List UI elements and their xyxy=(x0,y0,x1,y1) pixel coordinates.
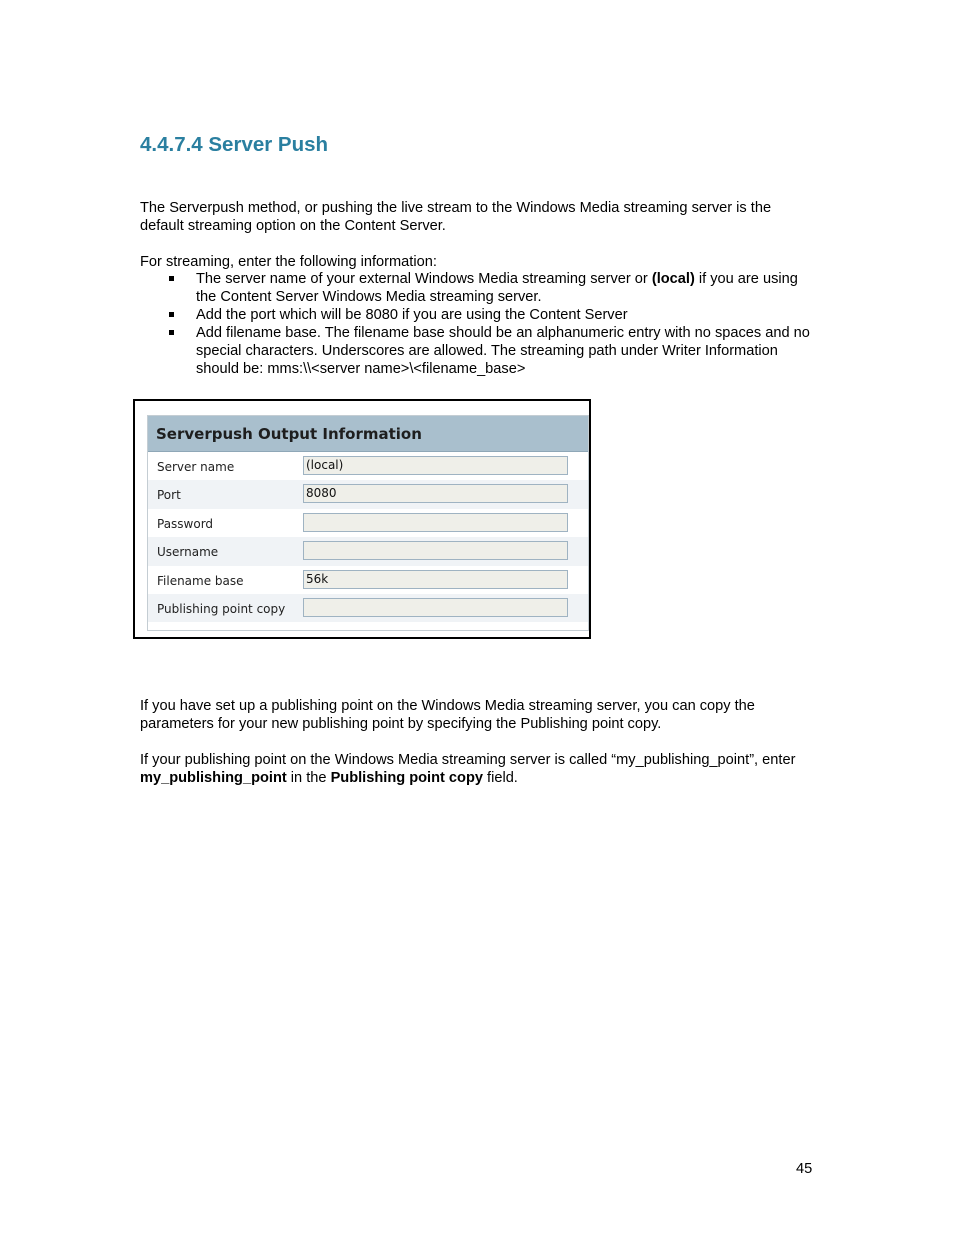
bullet-text: if you are using the Content Server Windows Media streaming server. xyxy=(196,271,798,305)
password-input[interactable] xyxy=(303,513,568,532)
section-heading: 4.4.7.4 Server Push xyxy=(140,133,329,156)
list-item xyxy=(140,270,810,306)
field-label: Port xyxy=(157,488,181,503)
field-label: Filename base xyxy=(157,573,244,588)
page-number: 45 xyxy=(796,1161,813,1177)
server-name-input[interactable]: (local) xyxy=(303,456,568,475)
bullet-bold: (local) xyxy=(651,271,695,287)
form-row-password xyxy=(148,509,588,537)
panel-title: Serverpush Output Information xyxy=(148,416,588,452)
list-item xyxy=(140,306,810,324)
field-label: Server name xyxy=(157,460,235,474)
username-input[interactable] xyxy=(303,541,568,560)
bullet-square-icon xyxy=(169,330,174,335)
field-label: Publishing point copy xyxy=(157,601,286,616)
screenshot-figure xyxy=(133,399,591,639)
filename-base-input[interactable]: 56k xyxy=(303,570,568,589)
port-input[interactable]: 8080 xyxy=(303,484,568,503)
form-row-port xyxy=(148,480,588,508)
streaming-lead: For streaming, enter the following information: xyxy=(140,254,437,270)
bullet-square-icon xyxy=(169,276,174,281)
info-list xyxy=(140,270,810,378)
copy-paragraph: If you have set up a publishing point on the Windows Media streaming server, you can copy the parameters for your new publishing point by specifying the Publishing point copy. xyxy=(140,698,755,732)
final-text: in the xyxy=(286,770,331,786)
final-bold-field: Publishing point copy xyxy=(330,770,483,786)
bullet-text: The server name of your external Windows Media streaming server or xyxy=(196,271,652,287)
final-bold-name: my_publishing_point xyxy=(140,770,287,786)
list-item xyxy=(140,324,810,378)
bullet-text: Add filename base. The filename base should be an alphanumeric entry with no spaces and no special characters. Underscores are allowed. The streaming path under Writer Information should be: mms:\\<server name>\<filename_base> xyxy=(196,325,810,377)
final-text: If your publishing point on the Windows Media streaming server is called “my_publishing_point”, enter xyxy=(140,752,796,768)
form-row-server-name xyxy=(148,452,588,480)
form-row-username xyxy=(148,537,588,565)
serverpush-panel xyxy=(147,415,589,631)
bullet-text: Add the port which will be 8080 if you are using the Content Server xyxy=(196,307,628,323)
form-row-filename-base xyxy=(148,566,588,594)
bullet-square-icon xyxy=(169,312,174,317)
final-paragraph xyxy=(140,751,810,787)
form-row-publishing-point-copy xyxy=(148,594,588,622)
field-label: Username xyxy=(157,545,219,560)
intro-paragraph: The Serverpush method, or pushing the live stream to the Windows Media streaming server is the default streaming option on the Content Server. xyxy=(140,200,772,234)
field-label: Password xyxy=(157,516,214,531)
final-text: field. xyxy=(482,770,518,786)
publishing-point-copy-input[interactable] xyxy=(303,598,568,617)
